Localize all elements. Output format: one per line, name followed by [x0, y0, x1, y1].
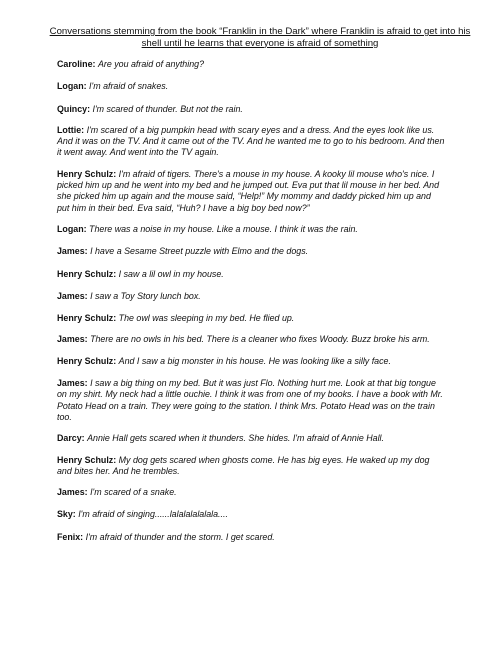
speech-text: I'm afraid of thunder and the storm. I get scared.: [85, 531, 275, 542]
conversation-entry: [57, 356, 445, 367]
speech-text: I saw a big thing on my bed. But it was just Flo. Nothing hurt me. Look at that big tongue on my shirt. My neck had a little ouchie. I think it was from one of my books. I have a book with Mr. Potato Head on a train. They were going to the station. I think Mrs. Potato Head was on the train too.: [57, 378, 443, 422]
speaker-name: Fenix:: [57, 531, 84, 542]
conversation-entry: [57, 104, 445, 115]
speaker-name: Quincy:: [57, 103, 91, 114]
speech-text: Annie Hall gets scared when it thunders. She hides. I'm afraid of Annie Hall.: [87, 433, 384, 444]
speech-text: I'm scared of a snake.: [90, 487, 177, 498]
conversation-entry: [57, 532, 445, 543]
conversation-entry: [57, 433, 445, 444]
speaker-name: James:: [57, 290, 88, 301]
conversation-entry: [57, 291, 445, 302]
conversation-entry: [57, 509, 445, 520]
speaker-name: James:: [57, 334, 88, 345]
speech-text: There was a noise in my house. Like a mouse. I think it was the rain.: [89, 223, 358, 234]
speaker-name: Logan:: [57, 223, 87, 234]
speaker-name: James:: [57, 246, 88, 257]
speech-text: And I saw a big monster in his house. He was looking like a silly face.: [118, 355, 391, 366]
speech-text: I'm afraid of snakes.: [89, 81, 169, 92]
speaker-name: Henry Schulz:: [57, 268, 117, 279]
speech-text: I saw a lil owl in my house.: [118, 268, 224, 279]
speech-text: I have a Sesame Street puzzle with Elmo and the dogs.: [90, 246, 309, 257]
conversation-entry: [57, 269, 445, 280]
conversation-entry: [57, 224, 445, 235]
conversation-entry: [57, 313, 445, 324]
conversation-entry: [57, 334, 445, 345]
speech-text: I saw a Toy Story lunch box.: [90, 290, 201, 301]
conversation-entry: [57, 487, 445, 498]
speech-text: My dog gets scared when ghosts come. He has big eyes. He waked up my dog and bites her. And he trembles.: [57, 454, 430, 476]
speech-text: There are no owls in his bed. There is a cleaner who fixes Woody. Buzz broke his arm.: [90, 334, 430, 345]
conversation-entry: [57, 169, 445, 214]
speaker-name: Henry Schulz:: [57, 313, 117, 324]
speaker-name: James:: [57, 487, 88, 498]
speaker-name: Henry Schulz:: [57, 168, 117, 179]
speaker-name: Sky:: [57, 509, 76, 520]
speech-text: The owl was sleeping in my bed. He flied up.: [118, 313, 295, 324]
speaker-name: Henry Schulz:: [57, 355, 117, 366]
conversation-entry: [57, 59, 445, 70]
conversation-entry: [57, 378, 445, 423]
speaker-name: Caroline:: [57, 59, 96, 69]
speaker-name: Logan:: [57, 81, 87, 92]
speaker-name: Henry Schulz:: [57, 454, 117, 465]
speaker-name: Darcy:: [57, 433, 85, 444]
speaker-name: Lottie:: [57, 124, 85, 135]
speaker-name: James:: [57, 378, 88, 389]
conversation-entry: [57, 246, 445, 257]
speech-text: I'm afraid of tigers. There's a mouse in my house. A kooky lil mouse who's nice. I picked him up and he went into my bed and he jumped out. Eva put that lil mouse in her bed. And she picked him up again and the mouse said, “Help!” My mommy and daddy picked him up and put him in their bed. Eva said, “Huh? I have a big boy bed now?”: [57, 168, 440, 213]
speech-text: I'm afraid of singing......lalalalalalala....: [78, 509, 228, 520]
conversation-list: [57, 59, 445, 543]
conversation-entry: [57, 125, 445, 159]
speech-text: I'm scared of a big pumpkin head with scary eyes and a dress. And the eyes look like us. And it was on the TV. And it came out of the TV. And he wanted me to go to his bedroom. And then it went away. And went into the TV again.: [57, 124, 445, 158]
conversation-entry: [57, 81, 445, 92]
document-title: Conversations stemming from the book “Franklin in the Dark” where Franklin is afraid to get into his shell until he learns that everyone is afraid of something: [49, 26, 471, 49]
speech-text: Are you afraid of anything?: [97, 59, 205, 69]
conversation-entry: [57, 455, 445, 478]
speech-text: I'm scared of thunder. But not the rain.: [92, 103, 243, 114]
